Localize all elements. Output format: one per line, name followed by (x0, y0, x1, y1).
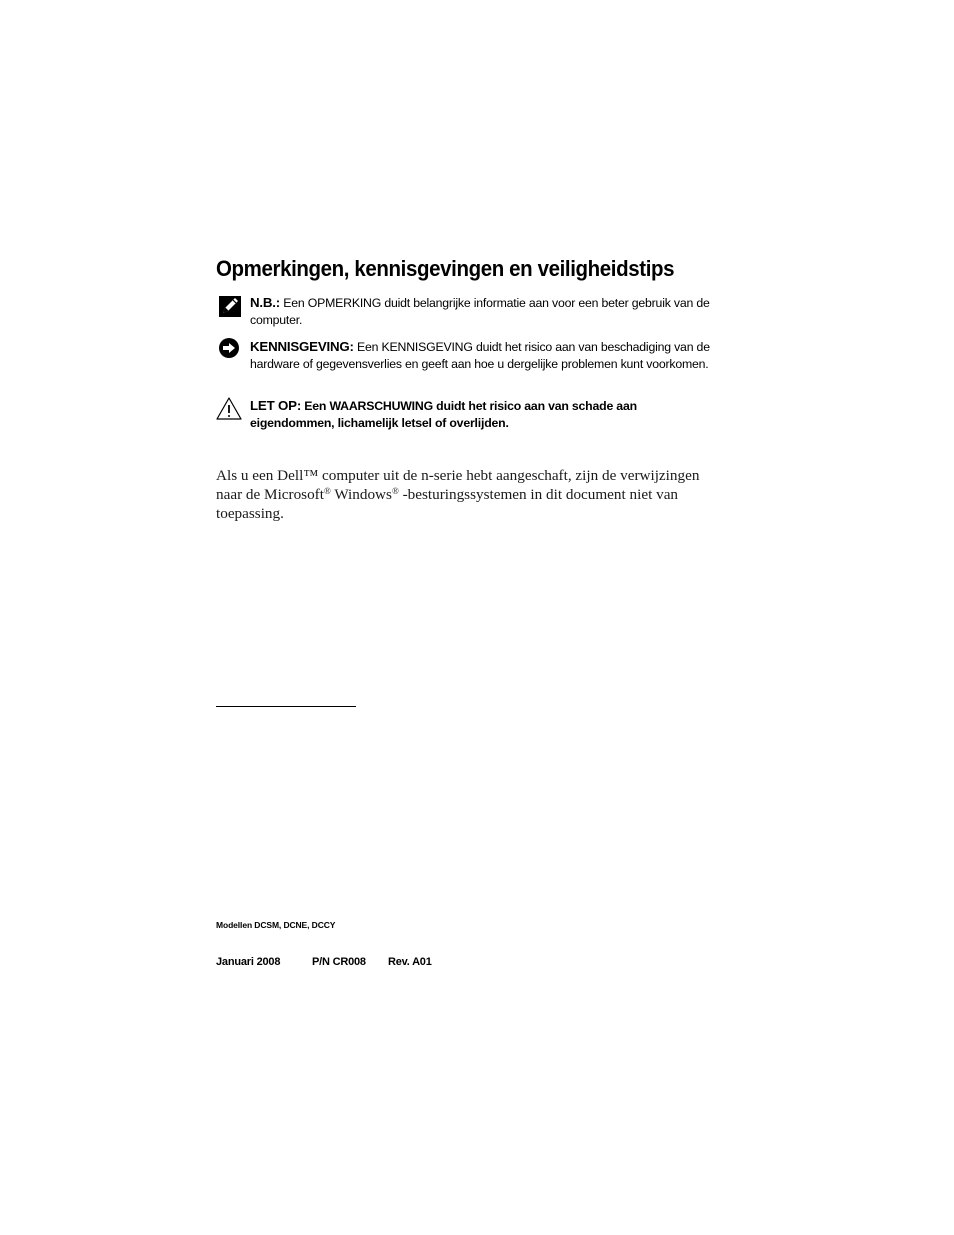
note-letop-body: Een WAARSCHUWING duidt het risico aan van schade aan eigendommen, lichamelijk letsel of overlijden. (250, 399, 637, 430)
body-paragraph (216, 466, 721, 523)
note-nb-label: N.B.: (250, 295, 281, 310)
pencil-note-icon (216, 294, 242, 320)
note-letop-text (250, 397, 720, 432)
part-number: P/N CR008 (312, 956, 366, 968)
registered-mark-1: ® (323, 486, 331, 496)
note-nb-body: Een OPMERKING duidt belangrijke informatie aan voor een beter gebruik van de computer. (250, 296, 710, 327)
revision: Rev. A01 (388, 956, 432, 968)
registered-mark-2: ® (391, 486, 399, 496)
arrow-circle-notice-icon (216, 338, 242, 364)
warning-triangle-icon (216, 397, 242, 423)
page-title: Opmerkingen, kennisgevingen en veiligheidstips (216, 256, 675, 281)
note-letop-label: LET OP: (250, 398, 302, 413)
paragraph-part3: -besturingssystemen in dit document niet van toepassing. (216, 486, 679, 522)
publication-date: Januari 2008 (216, 956, 281, 968)
model-numbers: Modellen DCSM, DCNE, DCCY (216, 920, 336, 930)
paragraph-part1: Als u een Dell™ computer uit de n-serie hebt aangeschaft, zijn de verwijzingen naar de Microsoft (216, 467, 700, 503)
note-kennisgeving-label: KENNISGEVING: (250, 339, 354, 354)
footnote-divider (216, 706, 356, 707)
paragraph-part2: Windows (330, 486, 392, 503)
note-kennisgeving-text (250, 338, 720, 373)
note-nb-text (250, 294, 720, 329)
note-kennisgeving-body: Een KENNISGEVING duidt het risico aan van beschadiging van de hardware of gegevensverlies en geeft aan hoe u dergelijke problemen kunt voorkomen. (250, 340, 710, 371)
